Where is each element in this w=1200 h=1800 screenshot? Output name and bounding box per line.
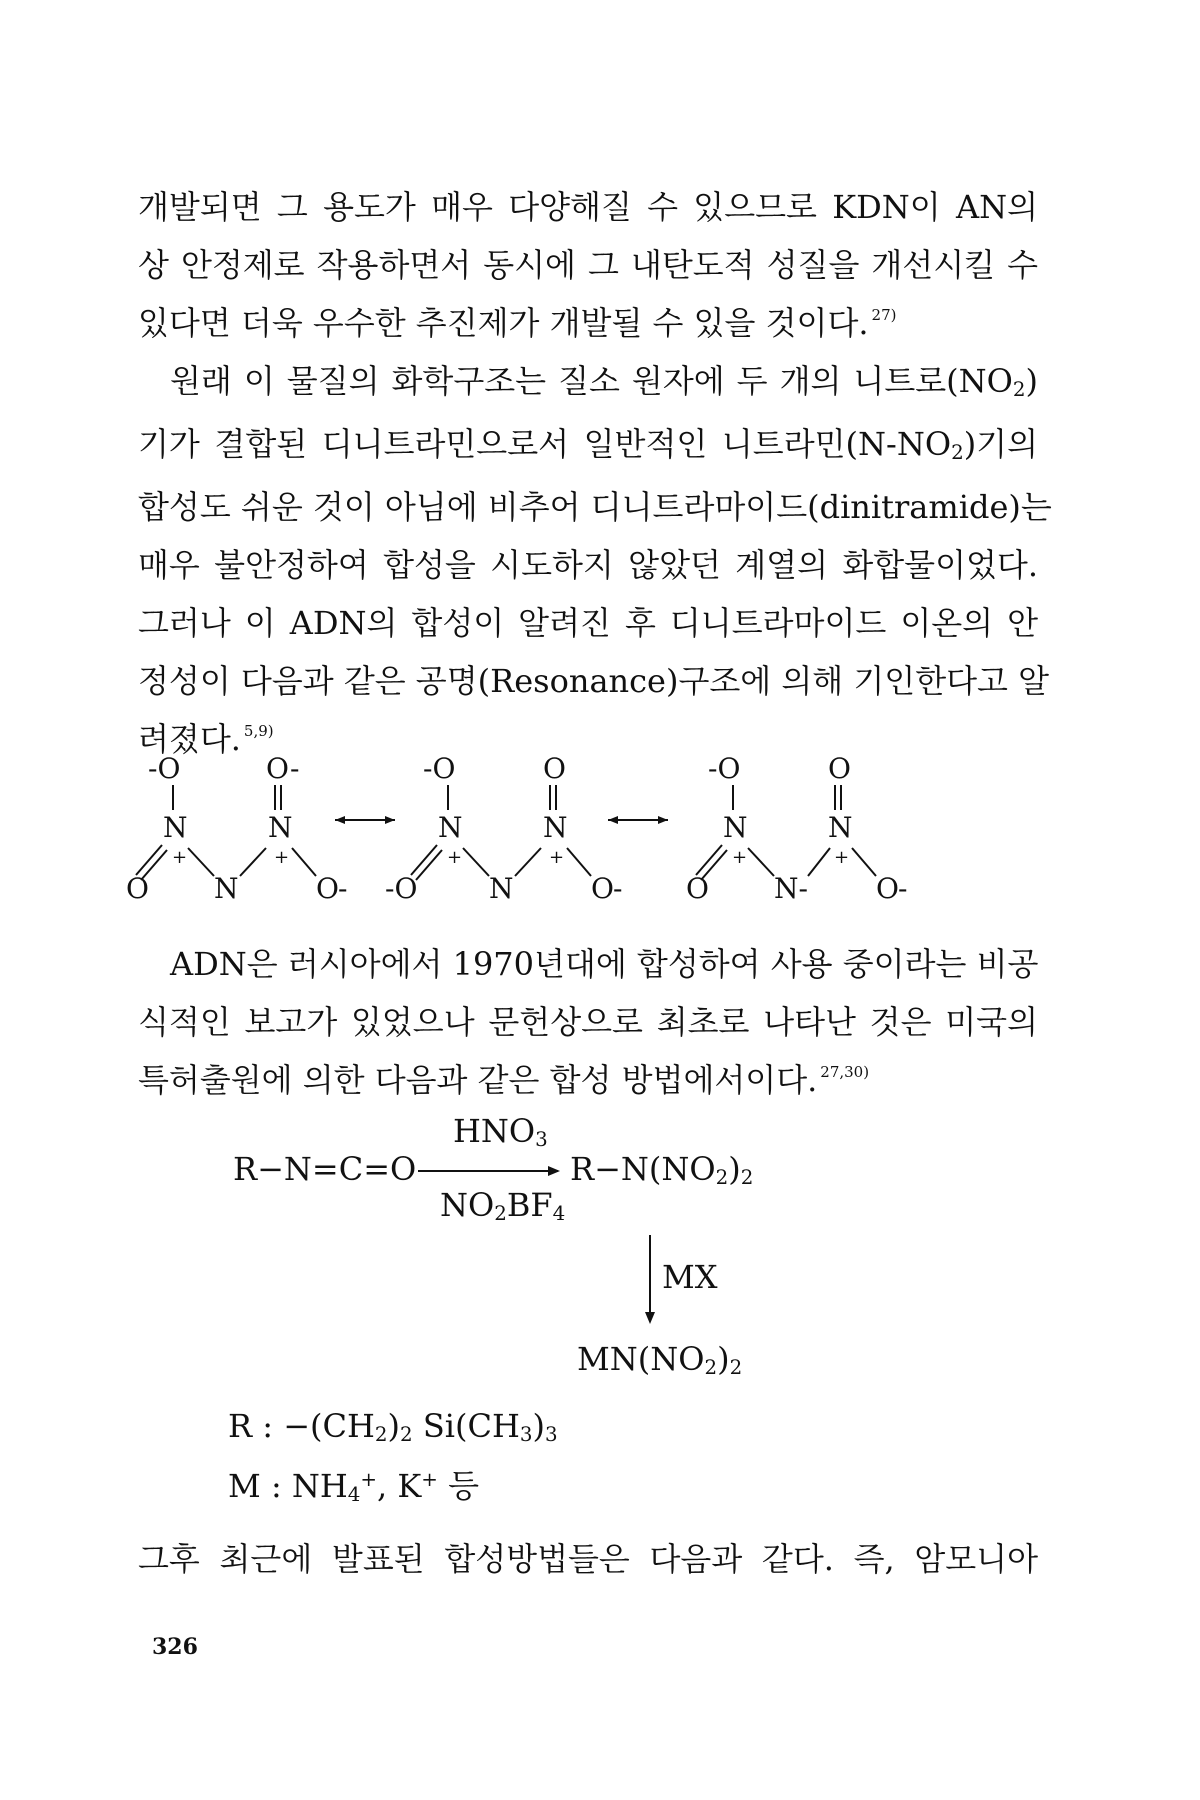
subscript: 3	[519, 1423, 533, 1447]
atom-label: O	[316, 872, 339, 905]
atom-label: O	[686, 872, 709, 905]
page-number: 326	[152, 1634, 198, 1660]
text-segment: BF	[506, 1186, 553, 1224]
atom-label: N-	[774, 872, 808, 905]
charge-label: +	[172, 847, 188, 868]
atom-label: -O	[423, 752, 456, 785]
text-segment: Si(CH	[412, 1407, 520, 1445]
text-segment: )	[717, 1340, 730, 1378]
subscript: 2	[374, 1423, 388, 1447]
text-segment: )	[1025, 362, 1038, 400]
text-segment: , K	[377, 1467, 422, 1505]
charge-label: +	[834, 847, 850, 868]
charge-label: -	[338, 872, 348, 905]
paragraph-2-line-6: 정성이 다음과 같은 공명(Resonance)구조에 의해 기인한다고 알	[138, 662, 1050, 700]
text-segment: M : NH	[228, 1467, 348, 1505]
text-segment: HNO	[453, 1112, 536, 1150]
text-segment: R : −(CH	[228, 1407, 375, 1445]
reactant: R−N=C=O	[233, 1150, 417, 1188]
subscript: 3	[535, 1128, 548, 1152]
definition-m	[228, 1461, 479, 1507]
text-segment: 특허출원에 의한 다음과 같은 합성 방법에서이다.	[138, 1061, 818, 1099]
text-segment: R−N(NO	[570, 1150, 716, 1188]
charge-label: -	[898, 872, 908, 905]
paragraph-1-line-2: 상 안정제로 작용하면서 동시에 그 내탄도적 성질을 개선시킬 수	[138, 246, 1038, 284]
paragraph-2-line-3: 합성도 쉬운 것이 아님에 비추어 디니트라마이드(dinitramide)는	[138, 488, 1052, 526]
text-segment: 등	[437, 1467, 480, 1505]
arrowhead	[645, 1312, 655, 1324]
final-product	[577, 1340, 742, 1378]
text-segment: 기가 결합된 디니트라민으로서 일반적인 니트라민(N-NO	[138, 425, 952, 463]
text-segment: )	[728, 1150, 741, 1188]
arrowhead	[548, 1166, 560, 1176]
atom-label: O	[126, 872, 149, 905]
subscript: 2	[704, 1356, 718, 1380]
atom-label: -O	[385, 872, 418, 905]
superscript: +	[421, 1468, 438, 1492]
text-segment: )기의	[963, 425, 1038, 463]
atom-label: N	[723, 811, 748, 844]
atom-label: O	[876, 872, 899, 905]
text-segment: 려졌다.	[138, 720, 241, 758]
atom-label: O	[828, 752, 851, 785]
step2-reagent: MX	[662, 1258, 718, 1296]
atom-label: -O	[708, 752, 741, 785]
subscript: 2	[729, 1356, 743, 1380]
paragraph-3-line-1: ADN은 러시아에서 1970년대에 합성하여 사용 중이라는 비공	[170, 945, 1039, 983]
paragraph-4-line-1: 그후 최근에 발표된 합성방법들은 다음과 같다. 즉, 암모니아	[138, 1540, 1038, 1578]
charge-label: +	[447, 847, 463, 868]
text-segment: MN(NO	[577, 1340, 705, 1378]
paragraph-1-line-3-text: 있다면 더욱 우수한 추진제가 개발될 수 있을 것이다.	[138, 304, 869, 342]
charge-label: +	[732, 847, 748, 868]
subscript: 2	[740, 1166, 754, 1190]
paragraph-3-line-2: 식적인 보고가 있었으나 문헌상으로 최초로 나타난 것은 미국의	[138, 1003, 1038, 1041]
superscript: +	[360, 1468, 378, 1492]
atom-label: O	[543, 752, 566, 785]
subscript: 4	[552, 1202, 566, 1226]
atom-label: O-	[266, 752, 300, 785]
atom-label: N	[828, 811, 853, 844]
subscript: 2	[494, 1202, 507, 1226]
atom-label: -O	[148, 752, 181, 785]
reference-marker: 27,30)	[820, 1063, 870, 1081]
atom-label: N	[163, 811, 188, 844]
paragraph-2-line-5: 그러나 이 ADN의 합성이 알려진 후 디니트라마이드 이온의 안	[138, 604, 1038, 642]
subscript: 2	[400, 1423, 413, 1447]
subscript: 3	[544, 1423, 558, 1447]
text-segment: )	[532, 1407, 545, 1445]
reference-marker: 5,9)	[243, 722, 274, 740]
paragraph-1-line-1: 개발되면 그 용도가 매우 다양해질 수 있으므로 KDN이 AN의	[138, 188, 1038, 226]
atom-label: N	[214, 872, 239, 905]
text-segment: )	[387, 1407, 401, 1445]
subscript: 2	[1012, 378, 1026, 402]
charge-label: -	[613, 872, 623, 905]
reference-marker: 27)	[871, 306, 897, 324]
paragraph-4	[138, 1530, 1038, 1588]
definition-r	[228, 1407, 558, 1445]
paragraph-2-line-4: 매우 불안정하여 합성을 시도하지 않았던 계열의 화합물이었다.	[138, 546, 1038, 584]
text-segment: NO	[440, 1186, 495, 1224]
text-segment: 원래 이 물질의 화학구조는 질소 원자에 두 개의 니트로(NO	[170, 362, 1013, 400]
atom-label: N	[543, 811, 568, 844]
product	[570, 1150, 753, 1188]
charge-label: +	[549, 847, 565, 868]
subscript: 4	[347, 1483, 361, 1507]
atom-label: N	[489, 872, 514, 905]
reagent-top	[453, 1112, 548, 1150]
atom-label: O	[591, 872, 614, 905]
atom-label: N	[438, 811, 463, 844]
charge-label: +	[274, 847, 290, 868]
reagent-bottom	[440, 1186, 565, 1224]
subscript: 2	[951, 441, 964, 465]
atom-label: N	[268, 811, 293, 844]
subscript: 2	[715, 1166, 729, 1190]
